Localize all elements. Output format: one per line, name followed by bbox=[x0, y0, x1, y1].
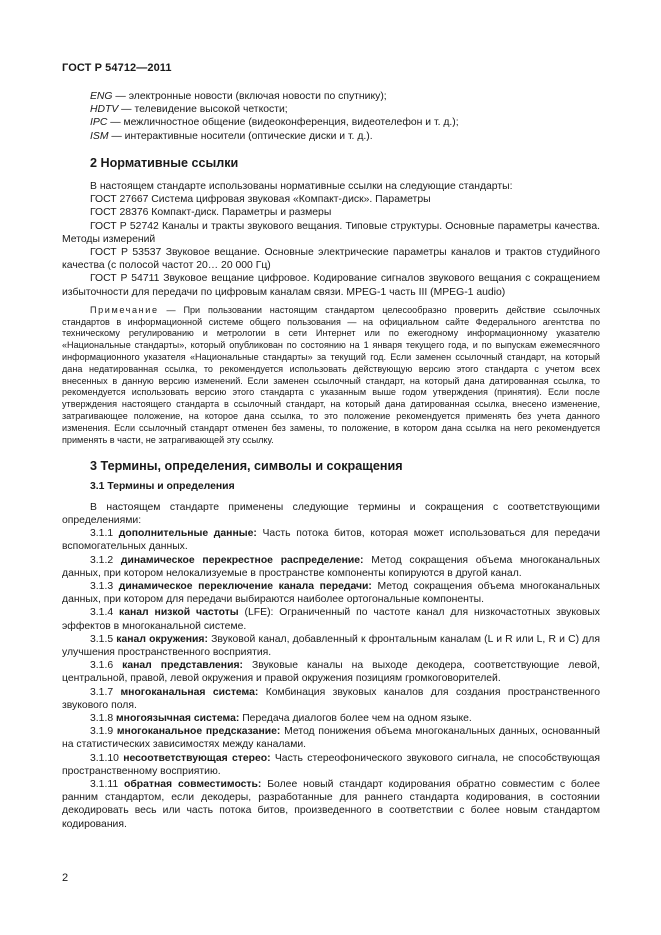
term-name: многоязычная система: bbox=[116, 713, 240, 725]
term-definition bbox=[62, 752, 600, 778]
abbreviation-term: ISM bbox=[90, 130, 109, 142]
abbreviation-term: IPC bbox=[90, 117, 108, 129]
term-definition bbox=[62, 527, 600, 553]
abbreviation-item bbox=[62, 90, 600, 103]
normative-reference: ГОСТ 28376 Компакт-диск. Параметры и размеры bbox=[90, 207, 332, 219]
reference-note bbox=[62, 305, 600, 447]
abbreviation-text: — телевидение высокой четкости; bbox=[118, 104, 288, 116]
term-name: динамическое переключение канала передачи: bbox=[118, 581, 372, 593]
abbreviation-item bbox=[62, 103, 600, 116]
term-text: Комбинация звуковых каналов для создания пространственного звукового поля. bbox=[62, 686, 601, 711]
term-text: (LFE): Ограниченный по частоте канал для низкочастотных звуковых эффектов в многоканальной системе. bbox=[62, 607, 600, 632]
term-number: 3.1.7 bbox=[90, 686, 121, 698]
term-name: многоканальное предсказание: bbox=[116, 726, 281, 738]
section-3-intro: В настоящем стандарте применены следующие термины и сокращения с соответствующими определениями: bbox=[62, 501, 600, 527]
term-name: обратная совместимость: bbox=[123, 779, 262, 791]
subsection-3-1-title: 3.1 Термины и определения bbox=[90, 480, 235, 492]
term-definition bbox=[62, 712, 600, 725]
normative-reference: ГОСТ Р 52742 Каналы и тракты звукового вещания. Типовые структуры. Основные параметры качества. Методы измерений bbox=[62, 220, 600, 245]
normative-reference: ГОСТ Р 54711 Звуковое вещание цифровое. Кодирование сигналов звукового вещания с сокращением избыточности для передачи по цифровым каналам связи. MPEG-1 часть III (MPEG-1 audio) bbox=[62, 273, 600, 298]
term-text: Метод понижения объема многоканальных данных, основанный на статистических зависимостях между каналами. bbox=[62, 726, 600, 751]
abbreviation-text: — электронные новости (включая новости по спутнику); bbox=[112, 91, 387, 102]
term-definition bbox=[62, 686, 600, 712]
term-text: Звуковой канал, добавленный к фронтальным каналам (L и R или L, R и C) для улучшения пространственного восприятия. bbox=[62, 633, 600, 659]
abbreviation-text: — интерактивные носители (оптические диски и т. д.). bbox=[108, 130, 373, 142]
section-3-title: 3 Термины, определения, символы и сокращения bbox=[90, 459, 403, 474]
term-text: Звуковые каналы на выходе декодера, соответствующие левой, центральной, правой, левой окружения и правой окружения позициям громкоговорителей. bbox=[62, 660, 600, 685]
term-text: Метод сокращения объема многоканальных данных, при котором для передачи выбираются наиболее ортогональные компоненты. bbox=[62, 581, 600, 606]
term-text: Часть стереофонического звукового сигнала, не способствующая пространственному восприятию. bbox=[62, 752, 600, 777]
term-name: многоканальная система: bbox=[120, 686, 259, 698]
section-2-title: 2 Нормативные ссылки bbox=[90, 155, 239, 170]
term-definition bbox=[62, 725, 600, 751]
term-text: Более новый стандарт кодирования обратно совместим с более ранним стандартом, если декодеры, разработанные для раннего стандарта кодирования, в состоянии декодировать весь или часть потока битов, произведенного в соответствии с более новым стандартом кодирования. bbox=[62, 779, 600, 830]
term-number: 3.1.6 bbox=[90, 660, 123, 672]
abbreviations-list bbox=[62, 90, 600, 143]
normative-reference: ГОСТ Р 53537 Звуковое вещание. Основные электрические параметры каналов и трактов студийного качества (с полосой частот 20… 20 000 Гц) bbox=[62, 247, 600, 272]
term-definition bbox=[62, 606, 600, 632]
term-number: 3.1.10 bbox=[90, 752, 124, 764]
term-number: 3.1.9 bbox=[90, 726, 117, 738]
term-name: несоответствующая стерео: bbox=[123, 752, 271, 764]
term-definition bbox=[62, 580, 600, 606]
term-definition bbox=[62, 633, 600, 659]
abbreviation-term: HDTV bbox=[90, 104, 119, 116]
term-name: канал представления: bbox=[122, 660, 243, 672]
note-label: Примечание bbox=[90, 304, 159, 315]
term-number: 3.1.8 bbox=[90, 713, 116, 725]
term-number: 3.1.4 bbox=[90, 607, 120, 619]
abbreviation-item bbox=[62, 130, 600, 143]
abbreviation-term: ENG bbox=[90, 91, 113, 102]
note-text: — При пользовании настоящим стандартом целесообразно проверить действие ссылочных стандартов в информационной системе общего пользования — на официальном сайте Федерального агентства по техническому регулированию и метрологии в сети Интернет или по ежегодному информационному указателю «Национальные стандарты», который опубликован по состоянию на 1 января текущего года, и по выпускам ежемесячного информационного указателя «Национальные стандарты» за текущий год. Если заменен ссылочный стандарт, на который дана недатированная ссылка, то рекомендуется использовать действующую версию этого стандарта с учетом всех внесенных в данную версию изменений. Если заменен ссылочный стандарт, на который дана датированная ссылка, то рекомендуется использовать версию этого стандарта с указанным выше годом утверждения (принятия). Если после утверждения настоящего стандарта в ссылочный стандарт, на который дана датированная ссылка, внесено изменение, затрагивающее положение, на которое дана ссылка, то это положение рекомендуется применять без учета данного изменения. Если ссылочный стандарт отменен без замены, то положение, в котором дана ссылка на него рекомендуется применять в части, не затрагивающей эту ссылку. bbox=[62, 304, 600, 445]
normative-reference: ГОСТ 27667 Система цифровая звуковая «Компакт-диск». Параметры bbox=[90, 194, 431, 206]
term-text: Передача диалогов более чем на одном языке. bbox=[239, 713, 472, 725]
term-number: 3.1.2 bbox=[90, 554, 121, 566]
term-number: 3.1.5 bbox=[90, 633, 117, 645]
term-definition bbox=[62, 659, 600, 685]
term-number: 3.1.1 bbox=[90, 528, 119, 540]
term-number: 3.1.11 bbox=[90, 779, 124, 791]
term-definition bbox=[62, 554, 600, 580]
document-header: ГОСТ Р 54712—2011 bbox=[62, 62, 172, 74]
page-content bbox=[62, 90, 600, 831]
term-definition bbox=[62, 778, 600, 831]
term-name: дополнительные данные: bbox=[118, 528, 257, 540]
term-name: канал окружения: bbox=[116, 633, 208, 645]
term-name: динамическое перекрестное распределение: bbox=[120, 554, 364, 566]
term-name: канал низкой частоты bbox=[119, 607, 239, 619]
abbreviation-text: — межличностное общение (видеоконференция, видеотелефон и т. д.); bbox=[107, 117, 459, 129]
term-text: Часть потока битов, которая может использоваться для передачи вспомогательных данных. bbox=[62, 528, 601, 553]
term-number: 3.1.3 bbox=[90, 581, 119, 593]
abbreviation-item bbox=[62, 116, 600, 129]
section-2-intro: В настоящем стандарте использованы нормативные ссылки на следующие стандарты: bbox=[90, 181, 513, 193]
page-number: 2 bbox=[62, 872, 69, 884]
term-text: Метод сокращения объема многоканальных данных, при котором нелокализуемые в пространстве компоненты копируются в другой канал. bbox=[62, 554, 600, 579]
